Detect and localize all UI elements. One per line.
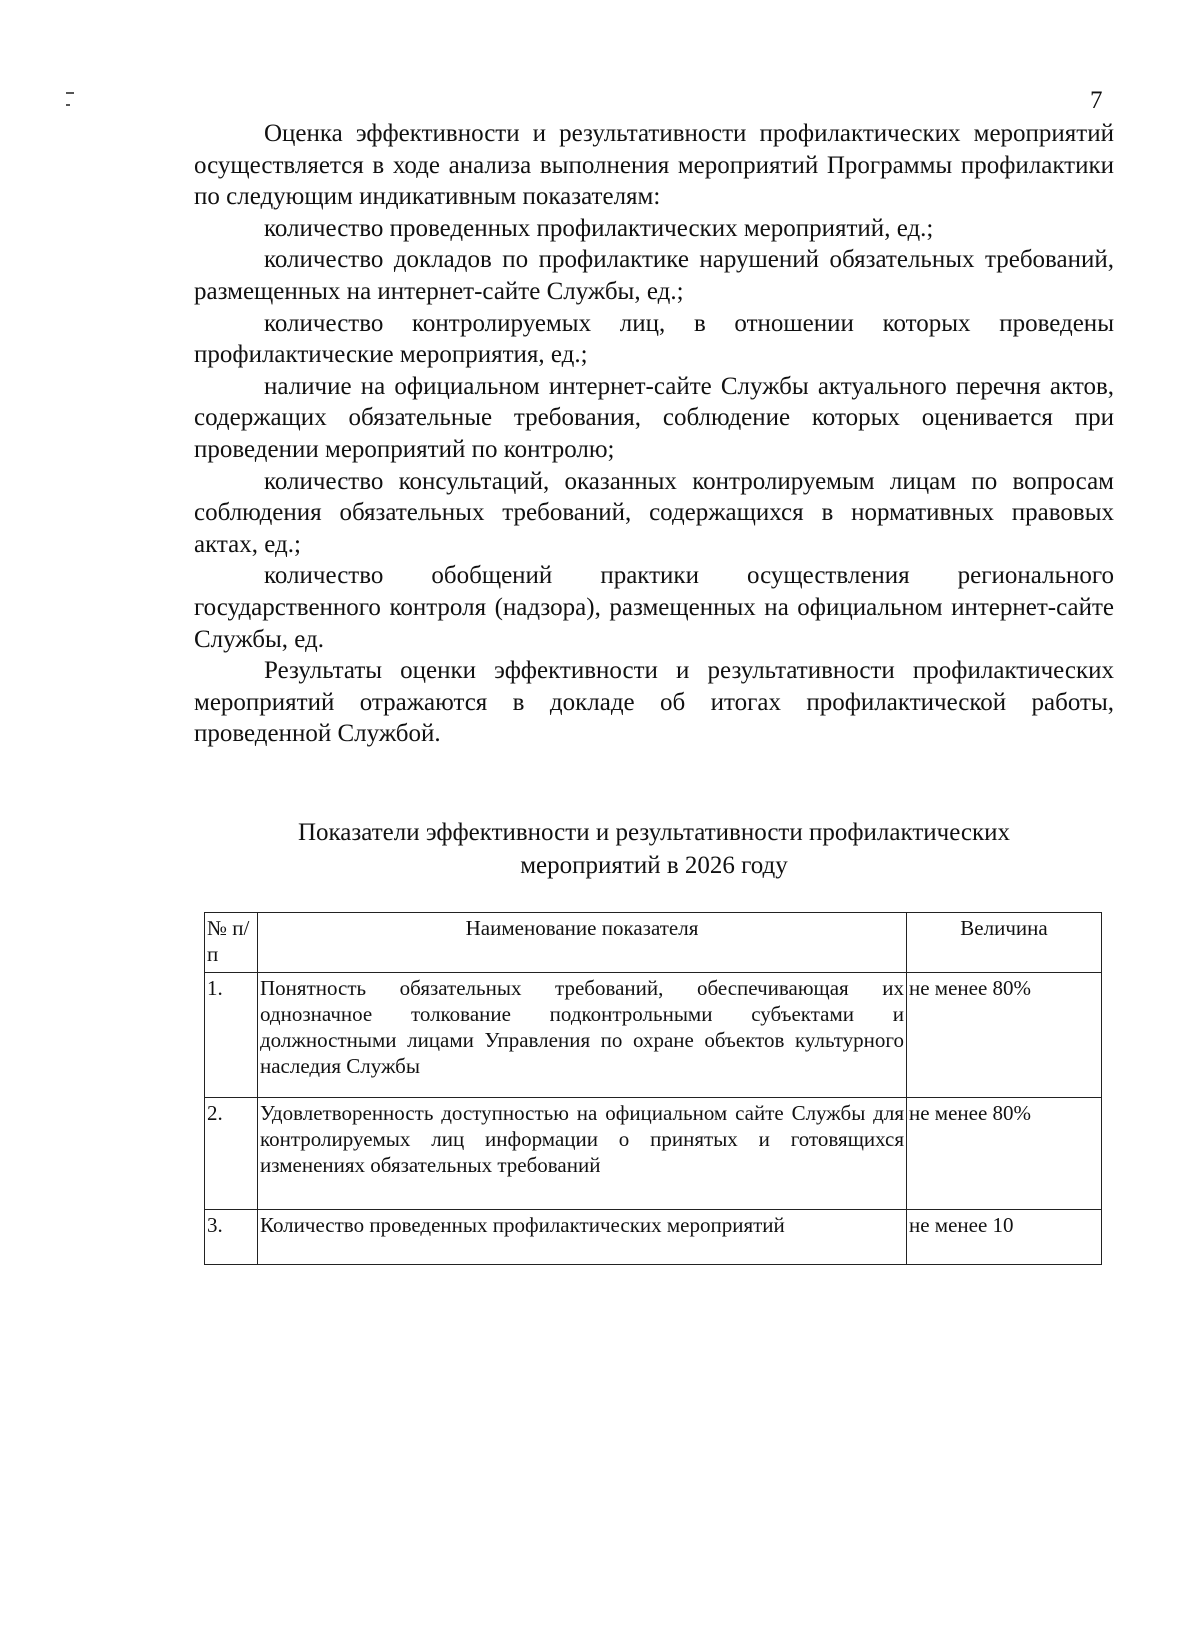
paragraph-indicator-6: количество обобщений практики осуществления регионального государственного контроля (надзора), размещенных на официальном интернет-сайте Службы, ед. bbox=[194, 562, 1114, 653]
header-indicator-name: Наименование показателя bbox=[258, 913, 907, 973]
row-indicator-name: Удовлетворенность доступностью на официальном сайте Службы для контролируемых лиц информации о принятых и готовящихся изменениях обязательных требований bbox=[258, 1098, 907, 1210]
row-value: не менее 80% bbox=[907, 1098, 1102, 1210]
paragraph-indicator-3: количество контролируемых лиц, в отношении которых проведены профилактические мероприятия, ед.; bbox=[194, 309, 1114, 369]
table-title-line-2: мероприятий в 2026 году bbox=[520, 852, 788, 879]
header-number: № п/п bbox=[205, 913, 258, 973]
scan-mark-bottom bbox=[66, 104, 70, 106]
row-indicator-name: Понятность обязательных требований, обеспечивающая их однозначное толкование подконтрольными субъектами и должностными лицами Управления по охране объектов культурного наследия Службы bbox=[258, 973, 907, 1098]
paragraph-results: Результаты оценки эффективности и результативности профилактических мероприятий отражаются в докладе об итогах профилактической работы, проведенной Службой. bbox=[194, 657, 1114, 748]
header-value: Величина bbox=[907, 913, 1102, 973]
paragraph-indicator-4: наличие на официальном интернет-сайте Службы актуального перечня актов, содержащих обязательные требования, соблюдение которых оценивается при проведении мероприятий по контролю; bbox=[194, 372, 1114, 463]
body-text bbox=[194, 118, 1114, 750]
paragraph-indicator-1: количество проведенных профилактических мероприятий, ед.; bbox=[264, 214, 934, 242]
table-title-line-1: Показатели эффективности и результативности профилактических bbox=[297, 819, 1011, 846]
paragraph-intro: Оценка эффективности и результативности профилактических мероприятий осуществляется в ходе анализа выполнения мероприятий Программы профилактики по следующим индикативным показателям: bbox=[194, 120, 1114, 211]
row-number: 1. bbox=[205, 973, 258, 1098]
row-value: не менее 80% bbox=[907, 973, 1102, 1098]
row-value: не менее 10 bbox=[907, 1210, 1102, 1265]
paragraph-indicator-5: количество консультаций, оказанных контролируемым лицам по вопросам соблюдения обязательных требований, содержащихся в нормативных правовых актах, ед.; bbox=[194, 467, 1114, 558]
indicators-table bbox=[204, 912, 1102, 1265]
table-row bbox=[205, 1098, 1102, 1210]
paragraph-indicator-2: количество докладов по профилактике нарушений обязательных требований, размещенных на интернет-сайте Службы, ед.; bbox=[194, 246, 1114, 305]
table-title bbox=[194, 816, 1114, 882]
table-row bbox=[205, 973, 1102, 1098]
row-number: 3. bbox=[205, 1210, 258, 1265]
table-header-row bbox=[205, 913, 1102, 973]
scan-mark-top bbox=[66, 92, 74, 94]
table-row bbox=[205, 1210, 1102, 1265]
row-number: 2. bbox=[205, 1098, 258, 1210]
row-indicator-name: Количество проведенных профилактических мероприятий bbox=[258, 1210, 907, 1265]
page-number: 7 bbox=[1090, 87, 1103, 114]
